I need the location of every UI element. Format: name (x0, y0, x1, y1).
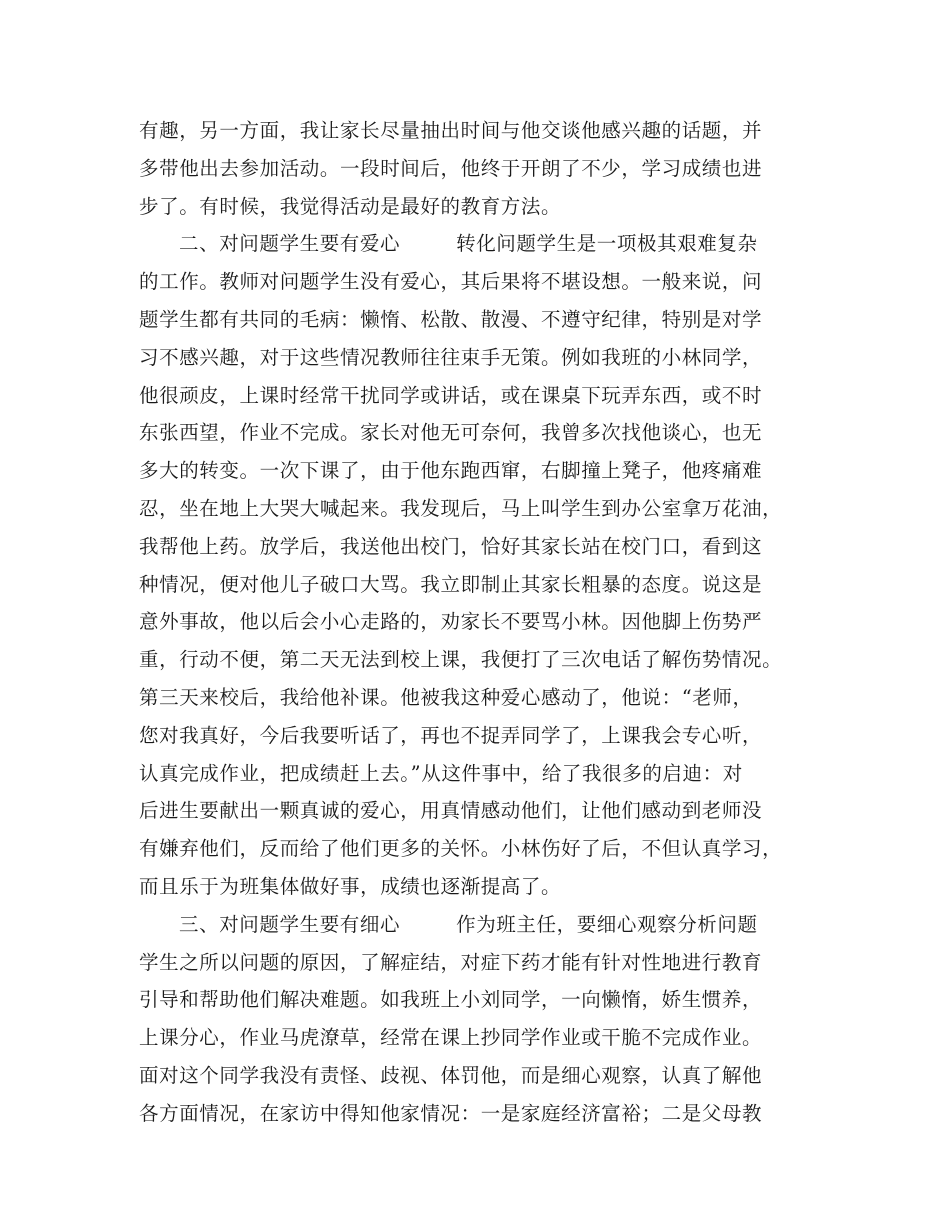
text-line: 面对这个同学我没有责怪、歧视、体罚他，而是细心观察，认真了解他 (139, 1063, 763, 1087)
text-line: 步了。有时候，我觉得活动是最好的教育方法。 (139, 194, 562, 218)
text-line: 题学生都有共同的毛病：懒惰、松散、散漫、不遵守纪律，特别是对学 (139, 307, 763, 331)
text-line: 习不感兴趣，对于这些情况教师往往束手无策。例如我班的小林同学， (139, 345, 763, 369)
text-line: 多大的转变。一次下课了，由于他东跑西窜，右脚撞上凳子，他疼痛难 (139, 459, 763, 483)
text-line: 第三天来校后，我给他补课。他被我这种爱心感动了，他说：“老师， (139, 685, 753, 709)
text-line: 而且乐于为班集体做好事，成绩也逐渐提高了。 (139, 874, 562, 898)
text-line: 认真完成作业，把成绩赶上去。”从这件事中，给了我很多的启迪：对 (139, 761, 743, 785)
text-line: 有嫌弃他们，反而给了他们更多的关怀。小林伤好了后，不但认真学习， (139, 837, 783, 861)
text-line: 我帮他上药。放学后，我送他出校门，恰好其家长站在校门口，看到这 (139, 534, 763, 558)
section-3-lead: 作为班主任，要细心观察分析问题 (456, 912, 758, 936)
section-2-line (139, 225, 839, 263)
text-line: 有趣，另一方面，我让家长尽量抽出时间与他交谈他感兴趣的话题，并 (139, 119, 763, 142)
text-line: 东张西望，作业不完成。家长对他无可奈何，我曾多次找他谈心，也无 (139, 421, 763, 445)
body-text (139, 112, 839, 1133)
text-line: 多带他出去参加活动。一段时间后，他终于开朗了不少，学习成绩也进 (139, 156, 763, 180)
text-line: 引导和帮助他们解决难题。如我班上小刘同学，一向懒惰，娇生惯养， (139, 988, 763, 1012)
text-line: 重，行动不便，第二天无法到校上课，我便打了三次电话了解伤势情况。 (139, 648, 783, 672)
section-2-lead: 转化问题学生是一项极其艰难复杂 (456, 232, 758, 256)
text-line: 学生之所以问题的原因，了解症结，对症下药才能有针对性地进行教育 (139, 950, 763, 974)
text-line: 上课分心，作业马虎潦草，经常在课上抄同学作业或干脆不完成作业。 (139, 1026, 763, 1050)
section-3-heading: 三、对问题学生要有细心 (179, 912, 401, 936)
section-2-heading: 二、对问题学生要有爱心 (179, 232, 401, 256)
text-line: 忍，坐在地上大哭大喊起来。我发现后，马上叫学生到办公室拿万花油， (139, 496, 783, 520)
text-line: 您对我真好，今后我要听话了，再也不捉弄同学了，上课我会专心听， (139, 723, 763, 747)
section-3-line (139, 906, 839, 944)
text-line: 种情况，便对他儿子破口大骂。我立即制止其家长粗暴的态度。说这是 (139, 572, 763, 596)
text-line: 他很顽皮，上课时经常干扰同学或讲话，或在课桌下玩弄东西，或不时 (139, 383, 763, 407)
text-line: 各方面情况，在家访中得知他家情况：一是家庭经济富裕；二是父母教 (139, 1101, 763, 1125)
text-line: 后进生要献出一颗真诚的爱心，用真情感动他们，让他们感动到老师没 (139, 799, 763, 823)
text-line: 的工作。教师对问题学生没有爱心，其后果将不堪设想。一般来说，问 (139, 270, 763, 294)
text-line: 意外事故，他以后会小心走路的，劝家长不要骂小林。因他脚上伤势严 (139, 610, 763, 634)
